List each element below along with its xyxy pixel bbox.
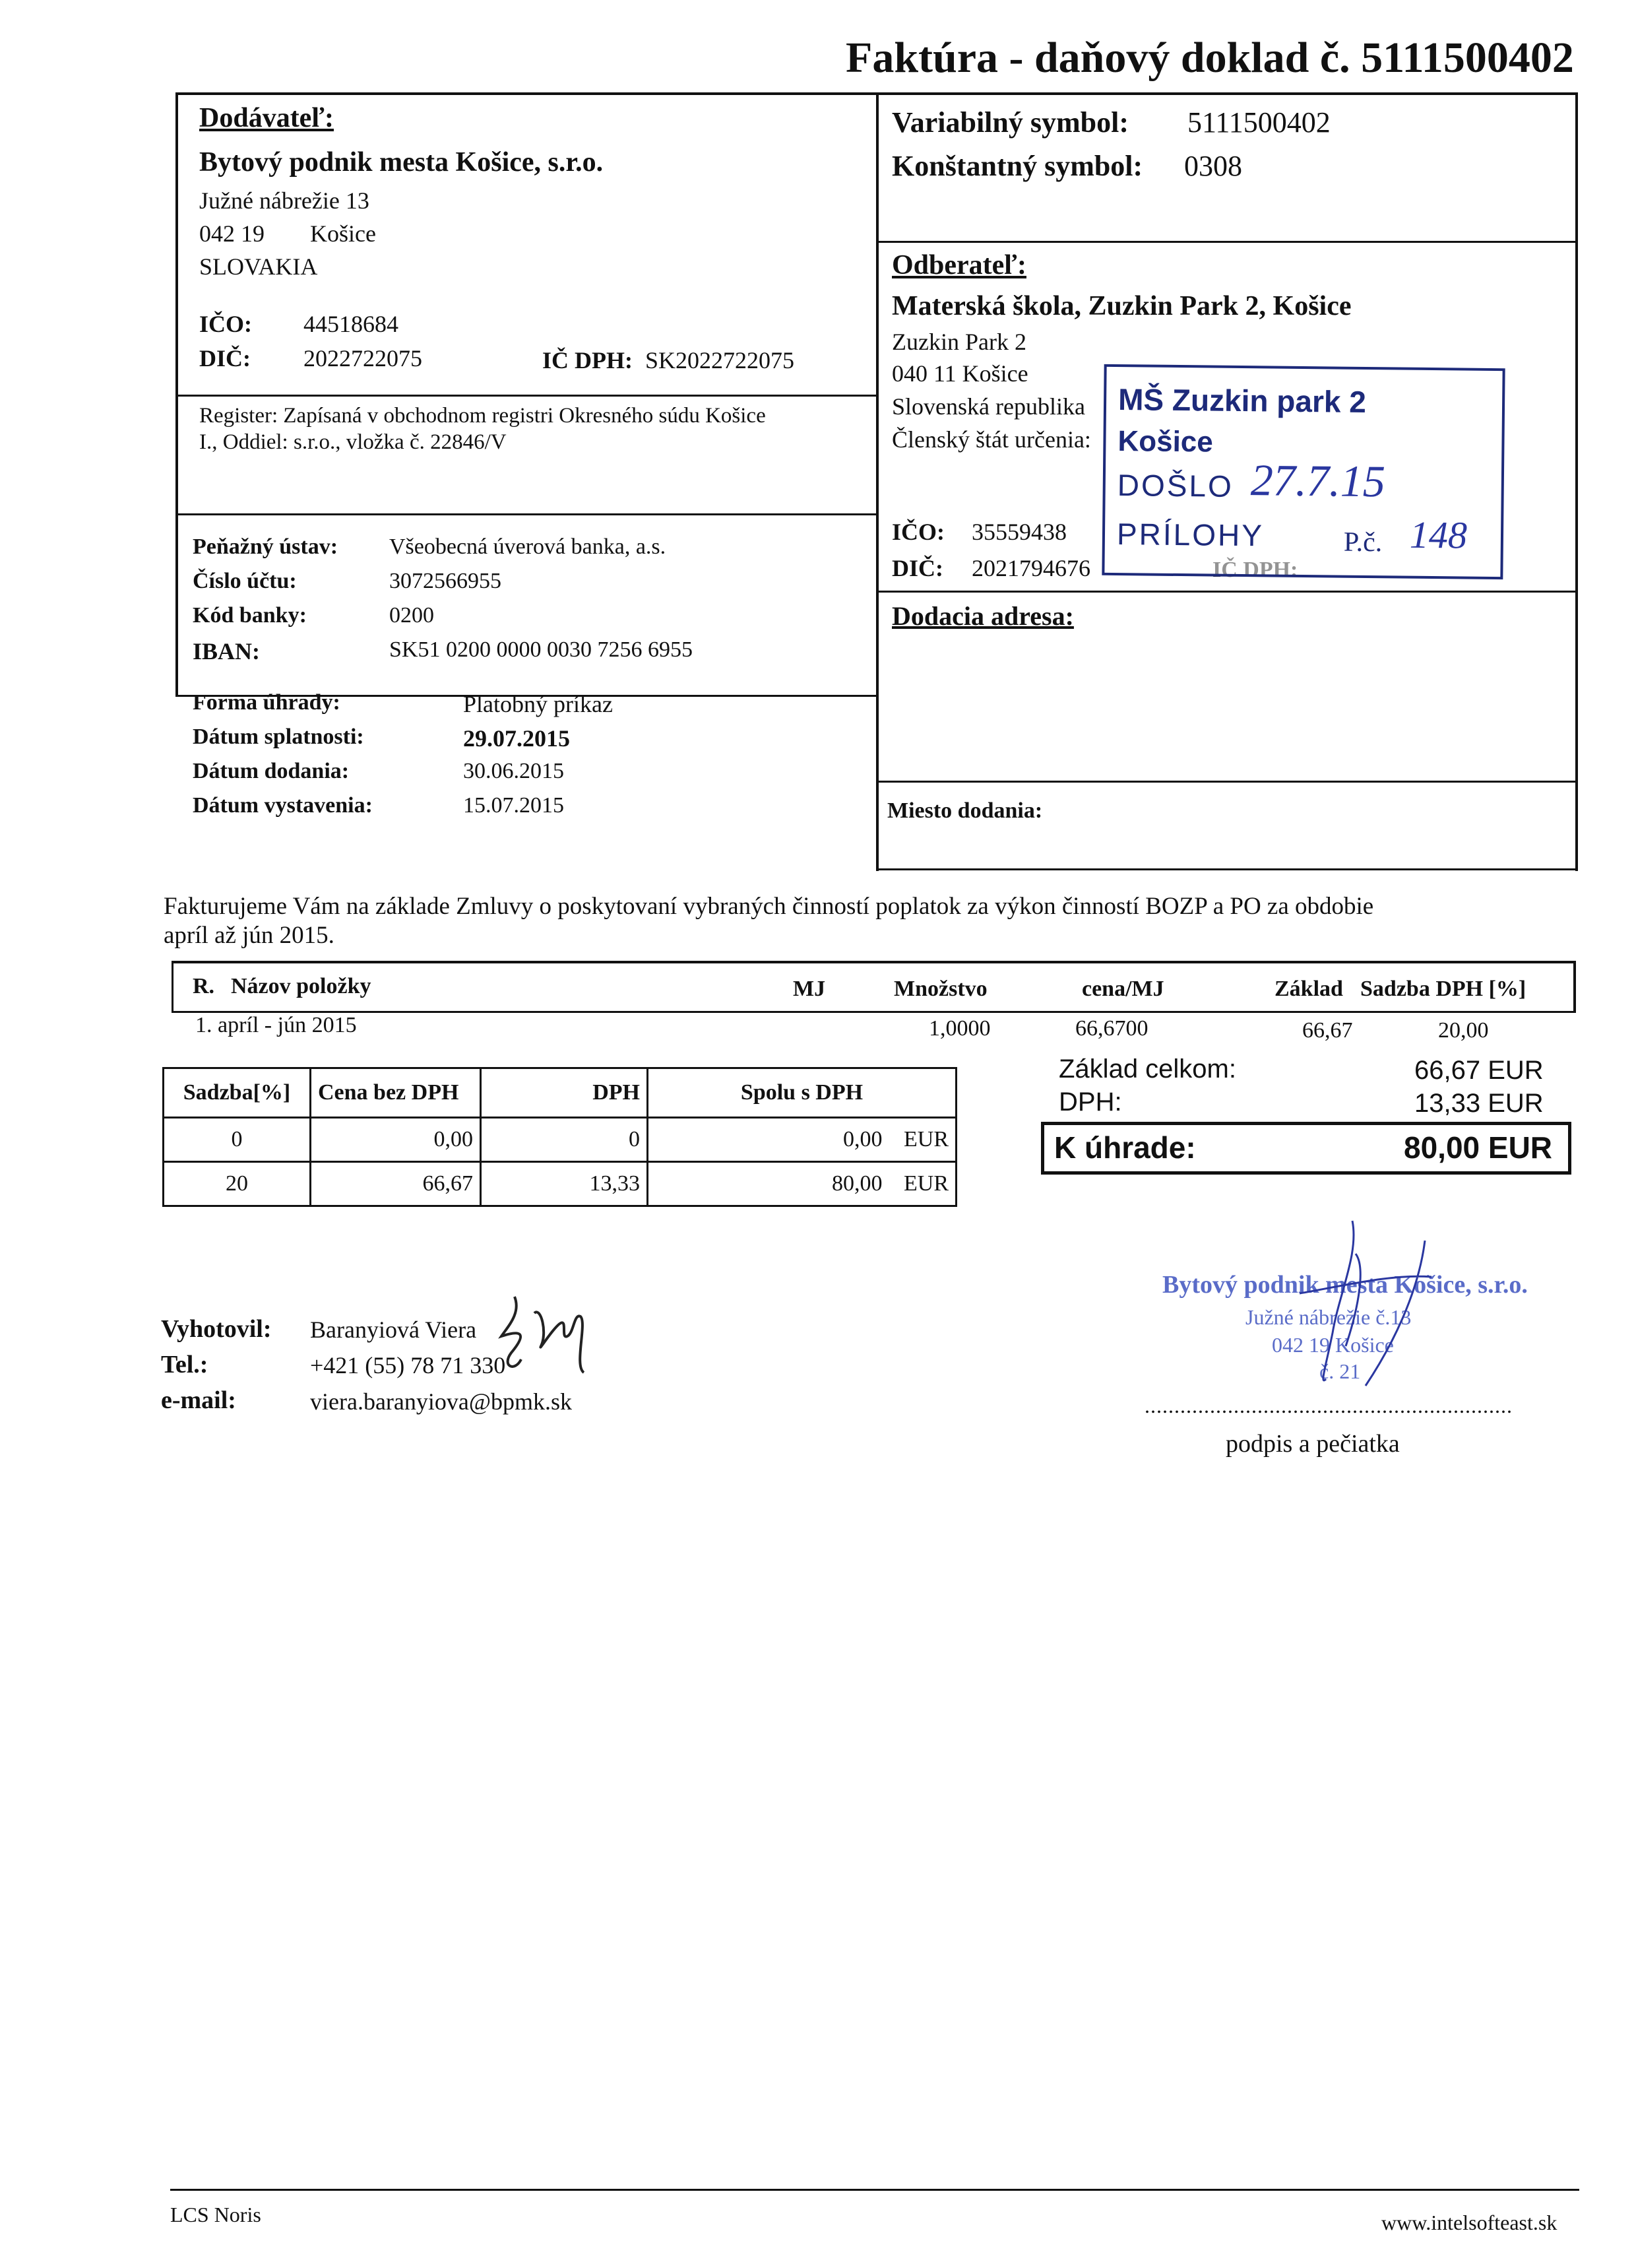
vat-row [164, 1118, 957, 1162]
email-label: e-mail: [161, 1386, 236, 1414]
items-header-qty: Množstvo [894, 977, 988, 1001]
delivery-divider [876, 781, 1577, 783]
supplier-dic: 2022722075 [303, 345, 422, 372]
items-header-price: cena/MJ [1082, 977, 1164, 1001]
bank-name: Všeobecná úverová banka, a.s. [389, 535, 666, 559]
total-vat-label: DPH: [1059, 1087, 1122, 1117]
customer-dic-label: DIČ: [892, 555, 943, 581]
vat-row-total [648, 1162, 957, 1206]
vat-summary-table [162, 1067, 957, 1207]
company-stamp-line-1: Bytový podnik mesta Košice, s.r.o. [1162, 1271, 1528, 1299]
account-label: Číslo účtu: [193, 569, 297, 593]
issued-by-label: Vyhotovil: [161, 1315, 272, 1343]
invoice-title: Faktúra - daňový doklad č. 5111500402 [846, 34, 1574, 82]
footer-divider [170, 2189, 1579, 2191]
supplier-dic-label: DIČ: [199, 345, 251, 372]
vat-row [164, 1162, 957, 1206]
intro-line-1: Fakturujeme Vám na základe Zmluvy o poskytovaní vybraných činností poplatok za výkon činností BOZP a PO za obdobie [164, 893, 1374, 920]
vat-header-rate: Sadzba[%] [164, 1068, 311, 1118]
iban: SK51 0200 0000 0030 7256 6955 [389, 637, 693, 662]
frame-right [1575, 92, 1578, 871]
vat-row-net: 66,67 [311, 1162, 481, 1206]
amount-due-label: K úhrade: [1054, 1130, 1196, 1165]
vat-header-vat: DPH [481, 1068, 648, 1118]
delivery-address-label: Dodacia adresa: [892, 601, 1074, 631]
customer-name: Materská škola, Zuzkin Park 2, Košice [892, 291, 1352, 321]
total-base-label: Základ celkom: [1059, 1054, 1236, 1084]
authorized-signature-icon [1260, 1214, 1458, 1412]
vat-row-total-value: 80,00 [832, 1171, 883, 1196]
item-qty: 1,0000 [929, 1016, 991, 1041]
symbols-divider [876, 241, 1577, 243]
email-address[interactable]: viera.baranyiova@bpmk.sk [310, 1388, 573, 1415]
phone-label: Tel.: [161, 1351, 208, 1378]
item-price: 66,6700 [1075, 1016, 1148, 1041]
vat-row-currency: EUR [904, 1127, 949, 1151]
signature-dots: .............................................................. [1145, 1394, 1513, 1417]
stamp-ref-label: P.č. [1343, 527, 1383, 558]
member-state-label: Členský štát určenia: [892, 426, 1091, 453]
supplier-zip: 042 19 [199, 220, 265, 247]
received-stamp [1102, 364, 1505, 579]
vat-table-header [164, 1068, 957, 1118]
due-date: 29.07.2015 [463, 725, 570, 752]
items-header-base: Základ [1274, 977, 1343, 1001]
vat-header-total: Spolu s DPH [648, 1068, 957, 1118]
delivery-place-label: Miesto dodania: [887, 798, 1043, 823]
customer-street: Zuzkin Park 2 [892, 329, 1026, 355]
supplier-icdph-label: IČ DPH: [542, 347, 633, 373]
iban-label: IBAN: [193, 638, 261, 664]
issue-date: 15.07.2015 [463, 793, 564, 818]
items-header-name: Názov položky [231, 974, 371, 998]
item-r: 1. [195, 1013, 212, 1037]
vat-row-currency: EUR [904, 1171, 949, 1196]
stamp-received-label: DOŠLO [1117, 468, 1234, 503]
amount-due-value: 80,00 EUR [1404, 1130, 1553, 1165]
company-stamp-line-3: 042 19 Košice [1272, 1333, 1394, 1357]
customer-divider [876, 591, 1577, 593]
customer-country: Slovenská republika [892, 393, 1085, 420]
supplier-ico-label: IČO: [199, 311, 252, 337]
supplier-country: SLOVAKIA [199, 253, 318, 280]
company-stamp-line-4: č. 21 [1319, 1359, 1361, 1383]
customer-heading: Odberateľ: [892, 250, 1026, 280]
vat-row-vat: 13,33 [481, 1162, 648, 1206]
signature-label: podpis a pečiatka [1226, 1430, 1400, 1458]
bank-label: Peňažný ústav: [193, 535, 338, 559]
customer-ico-label: IČO: [892, 519, 945, 545]
bank-code-label: Kód banky: [193, 603, 307, 628]
stamp-ref-number: 148 [1409, 513, 1468, 557]
frame-middle [876, 92, 879, 871]
item-name: apríl - jún 2015 [218, 1013, 357, 1037]
payment-form-label: Forma úhrady: [193, 690, 340, 715]
vat-row-rate: 0 [164, 1118, 311, 1162]
items-header-rate: Sadzba DPH [%] [1360, 977, 1526, 1001]
company-stamp-line-2: Južné nábrežie č.13 [1245, 1305, 1412, 1329]
stamp-line-2: Košice [1117, 425, 1214, 459]
delivery-date: 30.06.2015 [463, 759, 564, 783]
supplier-city: Košice [310, 220, 376, 247]
item-rate: 20,00 [1438, 1018, 1489, 1043]
stamp-attachments-label: PRÍLOHY [1116, 517, 1265, 553]
customer-dic: 2021794676 [972, 555, 1090, 581]
register-divider-bottom [175, 513, 877, 515]
vat-row-total-value: 0,00 [843, 1127, 883, 1151]
stamp-received-date: 27.7.15 [1250, 455, 1386, 507]
register-divider-top [175, 395, 877, 397]
register-line-1: Register: Zapísaná v obchodnom registri Okresného súdu Košice [199, 404, 766, 428]
frame-right-bottom [876, 868, 1577, 870]
items-header-mj: MJ [793, 977, 826, 1001]
customer-ico: 35559438 [972, 519, 1067, 545]
supplier-street: Južné nábrežie 13 [199, 187, 369, 214]
constant-symbol-label: Konštantný symbol: [892, 150, 1143, 182]
bank-code: 0200 [389, 603, 434, 628]
supplier-name: Bytový podnik mesta Košice, s.r.o. [199, 147, 604, 178]
supplier-icdph: SK2022722075 [645, 347, 795, 373]
vat-row-net: 0,00 [311, 1118, 481, 1162]
item-base: 66,67 [1302, 1018, 1353, 1043]
delivery-date-label: Dátum dodania: [193, 759, 350, 783]
vat-row-rate: 20 [164, 1162, 311, 1206]
register-line-2: I., Oddiel: s.r.o., vložka č. 22846/V [199, 430, 507, 454]
vat-header-net: Cena bez DPH [311, 1068, 481, 1118]
supplier-heading: Dodávateľ: [199, 103, 334, 133]
footer-website[interactable]: www.intelsofteast.sk [1381, 2211, 1557, 2234]
vat-row-total [648, 1118, 957, 1162]
intro-line-2: apríl až jún 2015. [164, 922, 334, 949]
total-vat-value: 13,33 EUR [1414, 1089, 1544, 1118]
phone-number: +421 (55) 78 71 330 [310, 1352, 506, 1378]
variable-symbol: 5111500402 [1187, 106, 1331, 139]
footer-software: LCS Noris [170, 2203, 261, 2226]
issuer-signature-icon [475, 1287, 607, 1392]
constant-symbol: 0308 [1184, 150, 1242, 182]
customer-city: 040 11 Košice [892, 360, 1028, 387]
due-date-label: Dátum splatnosti: [193, 725, 364, 749]
payment-form: Platobný príkaz [463, 691, 613, 717]
account-number: 3072566955 [389, 569, 501, 593]
vat-row-vat: 0 [481, 1118, 648, 1162]
supplier-ico: 44518684 [303, 311, 398, 337]
variable-symbol-label: Variabilný symbol: [892, 106, 1129, 139]
items-header-r: R. [193, 974, 215, 998]
issue-date-label: Dátum vystavenia: [193, 793, 373, 818]
total-base-value: 66,67 EUR [1414, 1056, 1544, 1085]
stamp-line-1: MŠ Zuzkin park 2 [1117, 382, 1367, 419]
issued-by-name: Baranyiová Viera [310, 1316, 477, 1343]
